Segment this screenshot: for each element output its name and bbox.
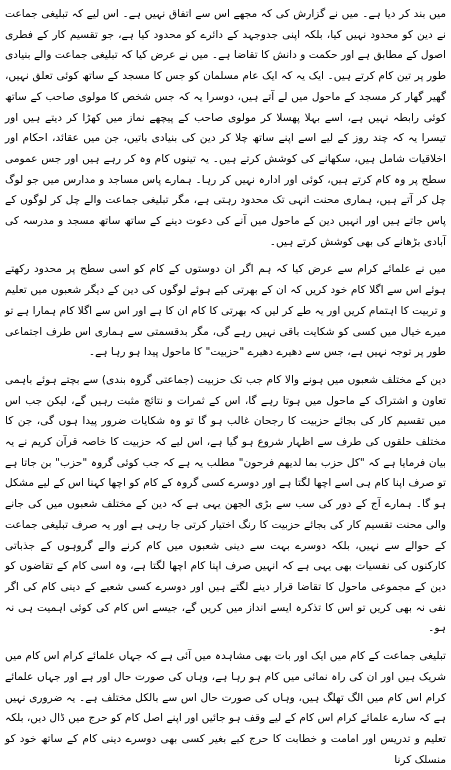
paragraph-3: دین کے مختلف شعبوں میں ہونے والا کام جب تک حزبیت (جماعتی گروہ بندی) سے بچتے ہوئے باہمی تعاون و اشتراک کے ماحول میں ہوتا رہے گا، اس کے ثمرات و نتائج مثبت رہیں گے، لیکن جب اس میں تقسیم کار کی بجائے حزبیت کا رجحان غالب ہو گا تو وہ شکایات ضرور پیدا ہوں گی، جن کا مختلف حلقوں کی طرف سے اظہار شروع ہو گیا ہے، اس لیے کہ حزبیت کا خاصہ قرآن کریم نے یہ بیان فرمایا ہے کہ "کل حزب بما لدیھم فرحون" مطلب یہ ہے کہ جب کوئی گروہ "حزب" بن جاتا ہے تو صرف اپنا کام ہی اسے اچھا لگتا ہے اور دوسرے کسی گروہ کے کام کو اچھا کہنا اس کے لیے مشکل ہو گا۔ ہمارے آج کے دور کی سب سے بڑی الجھن یہی ہے کہ دین کے مختلف شعبوں میں کی جانے والی محنت تقسیم کار کی بجائے حزبیت کا رنگ اختیار کرتی جا رہی ہے اور یہ صرف تبلیغی جماعت کے حوالے سے نہیں، بلکہ دوسرے بہت سے دینی شعبوں میں کام کرنے والے گروہوں کے جذباتی کارکنوں کی نفسیات بھی یہی ہے کہ انہیں صرف اپنا کام اچھا لگتا ہے، وہ اسی کام کے تقاضوں کو دین کے مجموعی ماحول کا تقاضا قرار دینے لگتے ہیں اور دوسرے کسی شعبے کے دینی کام کی اگر نفی نہ بھی کریں تو اس کا تذکرہ ایسے انداز میں کریں گے، جیسے اس کام کی کوئی اہمیت ہی نہ ہو۔	[5, 373, 446, 635]
paragraph-2: میں نے علمائے کرام سے عرض کیا کہ ہم اگر ان دوستوں کے کام کو اسی سطح پر محدود رکھتے ہوئے اس سے اگلا کام خود کریں کہ ان کے بھرتی کیے ہوئے لوگوں کی دین کے دیگر شعبوں میں تعلیم و تربیت کا اہتمام کریں اور یہ طے کر لیں کہ بھرتی کا کام ان کا ہے اور اس سے اگلا کام ہمارا ہے تو میرے خیال میں کسی کو شکایت باقی نہیں رہے گی، مگر بدقسمتی سے ہماری اس طرف اجتماعی طور پر توجہ نہیں ہے، جس سے دھیرے دھیرے "حزبیت" کا ماحول پیدا ہو رہا ہے۔	[5, 263, 446, 359]
paragraph-4: تبلیغی جماعت کے کام میں ایک اور بات بھی مشاہدہ میں آئی ہے کہ جہاں علمائے کرام اس کام میں شریک ہیں اور ان کی راہ نمائی میں کام ہو رہا ہے، وہاں کی صورت حال اور ہے اور جہاں علمائے کرام اس کام میں الگ تھلگ ہیں، وہاں کی صورت حال اس سے بالکل مختلف ہے۔ یہ ضروری نہیں ہے کہ سارے علمائے کرام اس کام کے لیے وقف ہو جائیں اور اپنے اصل کام کو حرج میں ڈال دیں، بلکہ تعلیم و تدریس اور امامت و خطابت کا حرج کیے بغیر کسی بھی دوسرے دینی کام کے ساتھ خود کو منسلک کرنا	[5, 650, 446, 766]
paragraph-1: میں بند کر دیا ہے۔ میں نے گزارش کی کہ مجھے اس سے اتفاق نہیں ہے۔ اس لیے کہ تبلیغی جماعت نے دین کو محدود نہیں کیا، بلکہ اپنی جدوجہد کے دائرے کو محدود کیا ہے، جو تقسیم کار کے فطری اصول کے مطابق ہے اور حکمت و دانش کا تقاضا ہے۔ میں نے عرض کیا کہ تبلیغی جماعت والے بنیادی طور پر تین کام کرتے ہیں۔ ایک یہ کہ ایک عام مسلمان کو جس کا مسجد کے ساتھ کوئی تعلق نہیں، گھیر گھار کر مسجد کے ماحول میں لے آتے ہیں، دوسرا یہ کہ جس شخص کا مولوی صاحب کے ساتھ کوئی رابطہ نہیں ہے، اسے بہلا پھسلا کر مولوی صاحب کے پیچھے نماز میں کھڑا کر دیتے ہیں اور تیسرا یہ کہ چند روز کے لیے اسے اپنے ساتھ چلا کر دین کی بنیادی باتیں، جن میں عقائد، احکام اور اخلاقیات شامل ہیں، سکھانے کی کوشش کرتے ہیں۔ یہ تینوں کام وہ کر رہے ہیں اور جس عمومی سطح پر وہ کام کرتے ہیں، کوئی اور ادارہ نہیں کر رہا۔ ہمارے پاس مساجد و مدارس میں جو لوگ چل کر آتے ہیں، ہماری محنت انہی تک محدود رہتی ہے، مگر تبلیغی جماعت والے چل کر لوگوں کے پاس جاتے ہیں اور انہیں دین کے ماحول میں آنے کی دعوت دینے کے ساتھ ساتھ مسجد و مدرسہ کی آبادی بڑھانے کی بھی کوشش کرتے ہیں۔	[5, 8, 446, 248]
